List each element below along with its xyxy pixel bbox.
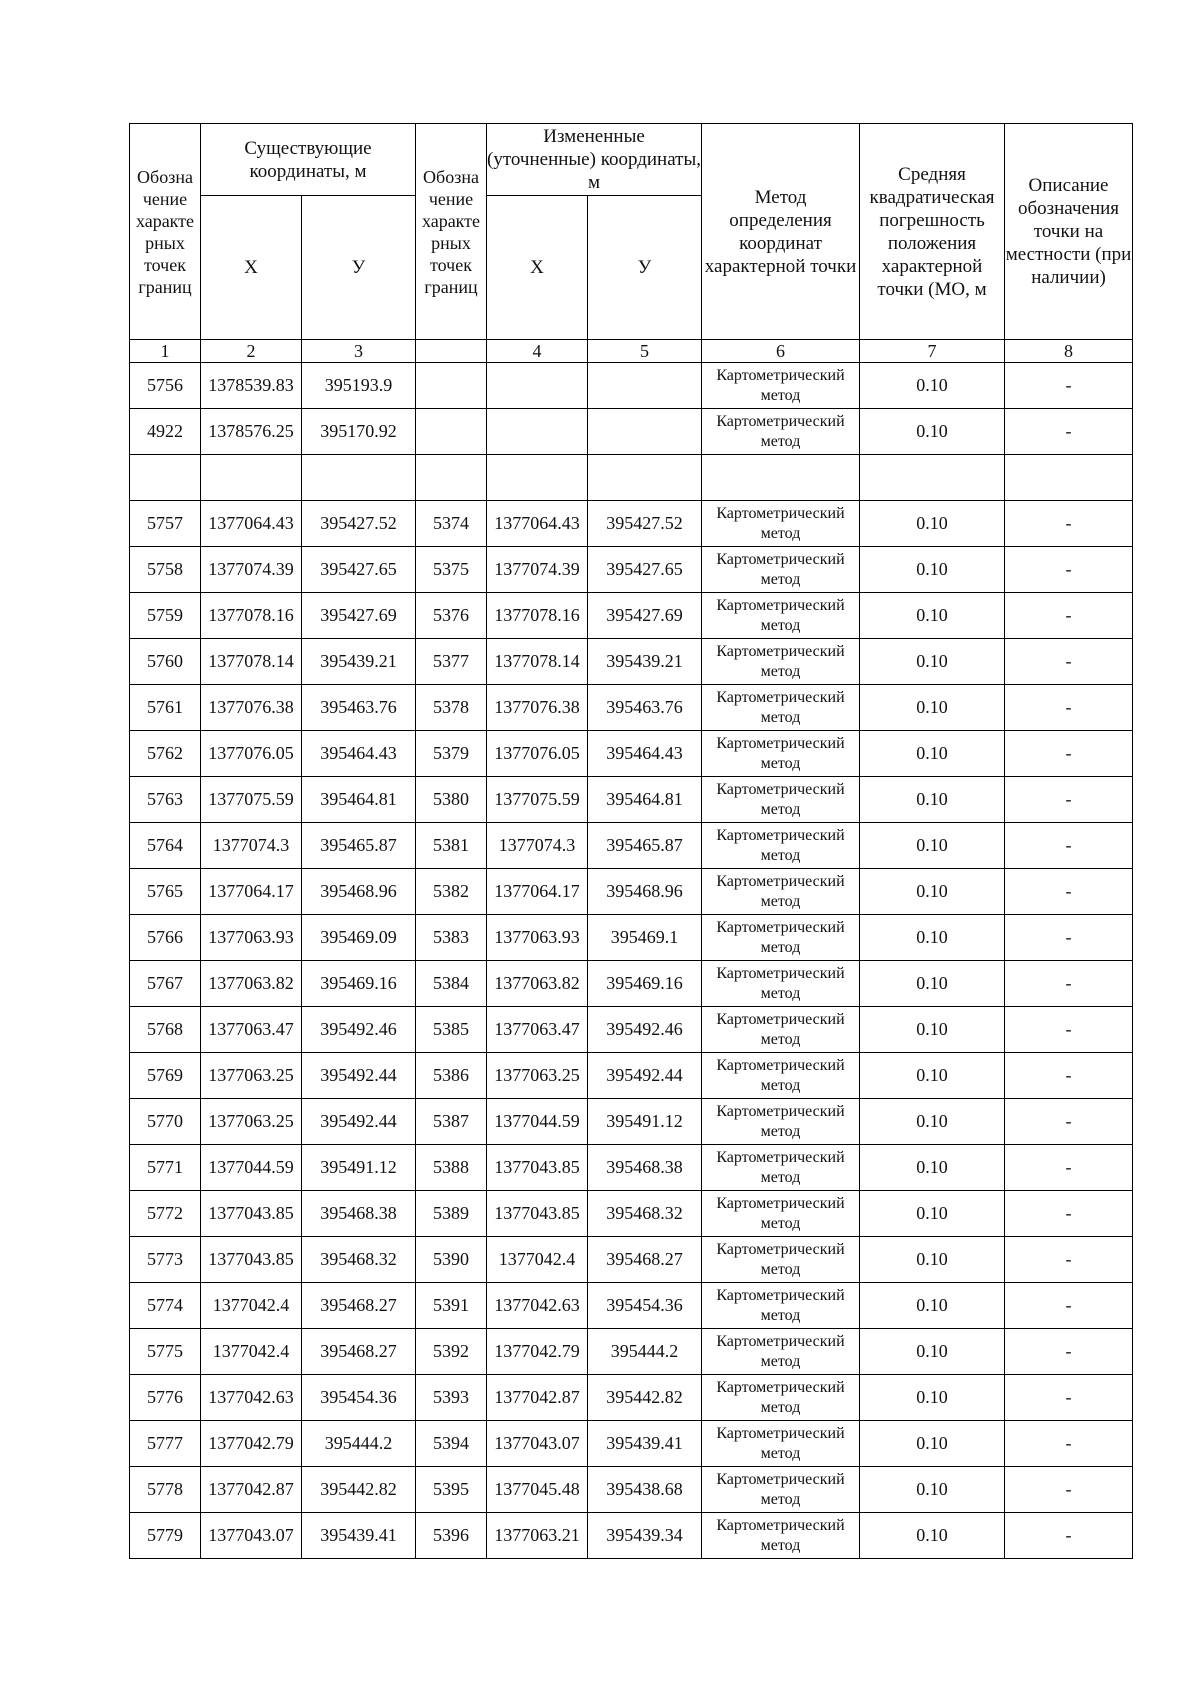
y-existing-cell: 395492.44 xyxy=(302,1053,416,1099)
x-changed-cell: 1377043.07 xyxy=(487,1421,588,1467)
table-row xyxy=(130,1237,1133,1283)
x-existing-cell: 1377063.25 xyxy=(201,1099,302,1145)
x-existing-cell: 1378539.83 xyxy=(201,363,302,409)
description-cell: - xyxy=(1005,869,1133,915)
method-cell: Картометрический метод xyxy=(702,1329,860,1375)
x-changed-cell: 1377042.63 xyxy=(487,1283,588,1329)
mean-error-cell: 0.10 xyxy=(860,501,1005,547)
method-cell: Картометрический метод xyxy=(702,547,860,593)
y-existing-cell: 395468.38 xyxy=(302,1191,416,1237)
mean-error-cell: 0.10 xyxy=(860,685,1005,731)
coordinates-table xyxy=(129,123,1133,1559)
y-changed-cell: 395468.38 xyxy=(588,1145,702,1191)
mean-error-cell: 0.10 xyxy=(860,1191,1005,1237)
mean-error-cell: 0.10 xyxy=(860,409,1005,455)
point-changed-cell: 5392 xyxy=(416,1329,487,1375)
point-changed-cell: 5386 xyxy=(416,1053,487,1099)
column-number: 5 xyxy=(588,340,702,363)
x-existing-cell: 1377076.05 xyxy=(201,731,302,777)
y-existing-cell: 395442.82 xyxy=(302,1467,416,1513)
point-existing-cell: 5771 xyxy=(130,1145,201,1191)
table-row xyxy=(130,1513,1133,1559)
y-existing-cell: 395439.21 xyxy=(302,639,416,685)
x-changed-cell: 1377045.48 xyxy=(487,1467,588,1513)
table-row xyxy=(130,1283,1133,1329)
method-cell: Картометрический метод xyxy=(702,1191,860,1237)
method-cell: Картометрический метод xyxy=(702,1237,860,1283)
point-existing-cell: 5768 xyxy=(130,1007,201,1053)
y-existing-cell: 395491.12 xyxy=(302,1145,416,1191)
column-number: 8 xyxy=(1005,340,1133,363)
column-number: 1 xyxy=(130,340,201,363)
y-existing-cell: 395492.46 xyxy=(302,1007,416,1053)
column-number: 6 xyxy=(702,340,860,363)
description-cell: - xyxy=(1005,823,1133,869)
x-changed-cell: 1377043.85 xyxy=(487,1191,588,1237)
point-changed-cell: 5381 xyxy=(416,823,487,869)
point-existing-cell: 5769 xyxy=(130,1053,201,1099)
method-cell: Картометрический метод xyxy=(702,869,860,915)
mean-error-cell: 0.10 xyxy=(860,639,1005,685)
description-cell: - xyxy=(1005,961,1133,1007)
point-existing-cell: 5776 xyxy=(130,1375,201,1421)
description-cell: - xyxy=(1005,501,1133,547)
y-changed-cell: 395464.81 xyxy=(588,777,702,823)
mean-error-cell: 0.10 xyxy=(860,1053,1005,1099)
column-number: 4 xyxy=(487,340,588,363)
x-changed-cell: 1377078.16 xyxy=(487,593,588,639)
description-cell: - xyxy=(1005,1237,1133,1283)
x-changed-cell xyxy=(487,455,588,501)
y-existing-cell: 395439.41 xyxy=(302,1513,416,1559)
point-changed-cell: 5377 xyxy=(416,639,487,685)
mean-error-cell: 0.10 xyxy=(860,731,1005,777)
mean-error-cell: 0.10 xyxy=(860,1007,1005,1053)
y-existing-cell xyxy=(302,455,416,501)
point-existing-cell: 5775 xyxy=(130,1329,201,1375)
point-existing-cell: 5779 xyxy=(130,1513,201,1559)
method-cell: Картометрический метод xyxy=(702,363,860,409)
x-changed-cell: 1377063.25 xyxy=(487,1053,588,1099)
y-existing-cell: 395469.16 xyxy=(302,961,416,1007)
y-changed-cell: 395454.36 xyxy=(588,1283,702,1329)
method-cell: Картометрический метод xyxy=(702,823,860,869)
y-existing-cell: 395464.81 xyxy=(302,777,416,823)
point-changed-cell: 5382 xyxy=(416,869,487,915)
header-changed-coordinates: Измененные (уточненные) координаты, м xyxy=(487,124,702,196)
column-numbers-row xyxy=(130,340,1133,363)
y-changed-cell xyxy=(588,363,702,409)
point-existing-cell: 5762 xyxy=(130,731,201,777)
x-existing-cell: 1377074.39 xyxy=(201,547,302,593)
mean-error-cell: 0.10 xyxy=(860,1421,1005,1467)
x-changed-cell: 1377063.47 xyxy=(487,1007,588,1053)
table-row xyxy=(130,915,1133,961)
x-changed-cell: 1377043.85 xyxy=(487,1145,588,1191)
mean-error-cell: 0.10 xyxy=(860,547,1005,593)
mean-error-cell: 0.10 xyxy=(860,777,1005,823)
y-changed-cell: 395438.68 xyxy=(588,1467,702,1513)
table-row xyxy=(130,1421,1133,1467)
point-changed-cell: 5374 xyxy=(416,501,487,547)
description-cell: - xyxy=(1005,409,1133,455)
x-existing-cell: 1378576.25 xyxy=(201,409,302,455)
y-changed-cell: 395468.96 xyxy=(588,869,702,915)
x-changed-cell: 1377042.4 xyxy=(487,1237,588,1283)
y-changed-cell: 395492.46 xyxy=(588,1007,702,1053)
method-cell: Картометрический метод xyxy=(702,915,860,961)
x-existing-cell: 1377078.16 xyxy=(201,593,302,639)
y-existing-cell: 395170.92 xyxy=(302,409,416,455)
x-existing-cell xyxy=(201,455,302,501)
point-existing-cell: 5765 xyxy=(130,869,201,915)
y-existing-cell: 395468.27 xyxy=(302,1329,416,1375)
description-cell: - xyxy=(1005,593,1133,639)
y-changed-cell: 395464.43 xyxy=(588,731,702,777)
x-existing-cell: 1377042.79 xyxy=(201,1421,302,1467)
y-existing-cell: 395468.32 xyxy=(302,1237,416,1283)
x-existing-cell: 1377076.38 xyxy=(201,685,302,731)
header-x-existing: Х xyxy=(201,196,302,340)
point-changed-cell: 5385 xyxy=(416,1007,487,1053)
x-existing-cell: 1377063.47 xyxy=(201,1007,302,1053)
point-existing-cell: 5772 xyxy=(130,1191,201,1237)
table-row xyxy=(130,869,1133,915)
description-cell: - xyxy=(1005,731,1133,777)
y-existing-cell: 395492.44 xyxy=(302,1099,416,1145)
y-changed-cell: 395439.34 xyxy=(588,1513,702,1559)
x-existing-cell: 1377042.4 xyxy=(201,1329,302,1375)
y-existing-cell: 395463.76 xyxy=(302,685,416,731)
header-designation-existing: Обозна чение характе рных точек границ xyxy=(130,124,201,340)
method-cell: Картометрический метод xyxy=(702,1145,860,1191)
x-existing-cell: 1377042.63 xyxy=(201,1375,302,1421)
mean-error-cell: 0.10 xyxy=(860,1513,1005,1559)
y-existing-cell: 395427.52 xyxy=(302,501,416,547)
table-row xyxy=(130,1375,1133,1421)
table-row xyxy=(130,363,1133,409)
point-existing-cell: 5758 xyxy=(130,547,201,593)
x-changed-cell: 1377078.14 xyxy=(487,639,588,685)
description-cell: - xyxy=(1005,1329,1133,1375)
y-changed-cell: 395439.21 xyxy=(588,639,702,685)
method-cell xyxy=(702,455,860,501)
point-changed-cell: 5391 xyxy=(416,1283,487,1329)
x-changed-cell: 1377063.82 xyxy=(487,961,588,1007)
y-existing-cell: 395464.43 xyxy=(302,731,416,777)
mean-error-cell: 0.10 xyxy=(860,1375,1005,1421)
point-existing-cell: 5774 xyxy=(130,1283,201,1329)
description-cell: - xyxy=(1005,1467,1133,1513)
method-cell: Картометрический метод xyxy=(702,593,860,639)
mean-error-cell: 0.10 xyxy=(860,1099,1005,1145)
mean-error-cell: 0.10 xyxy=(860,1237,1005,1283)
column-number xyxy=(416,340,487,363)
y-existing-cell: 395468.27 xyxy=(302,1283,416,1329)
description-cell: - xyxy=(1005,777,1133,823)
y-existing-cell: 395427.69 xyxy=(302,593,416,639)
header-y-existing: У xyxy=(302,196,416,340)
point-existing-cell: 5773 xyxy=(130,1237,201,1283)
mean-error-cell: 0.10 xyxy=(860,1329,1005,1375)
point-changed-cell: 5394 xyxy=(416,1421,487,1467)
y-changed-cell: 395442.82 xyxy=(588,1375,702,1421)
point-changed-cell: 5380 xyxy=(416,777,487,823)
table-row xyxy=(130,1329,1133,1375)
y-changed-cell: 395469.16 xyxy=(588,961,702,1007)
x-changed-cell: 1377076.05 xyxy=(487,731,588,777)
method-cell: Картометрический метод xyxy=(702,731,860,777)
x-changed-cell: 1377064.43 xyxy=(487,501,588,547)
method-cell: Картометрический метод xyxy=(702,639,860,685)
y-changed-cell: 395468.27 xyxy=(588,1237,702,1283)
point-existing-cell: 5759 xyxy=(130,593,201,639)
method-cell: Картометрический метод xyxy=(702,1513,860,1559)
header-x-changed: Х xyxy=(487,196,588,340)
x-existing-cell: 1377044.59 xyxy=(201,1145,302,1191)
description-cell: - xyxy=(1005,1191,1133,1237)
method-cell: Картометрический метод xyxy=(702,409,860,455)
point-changed-cell xyxy=(416,409,487,455)
point-changed-cell: 5378 xyxy=(416,685,487,731)
method-cell: Картометрический метод xyxy=(702,1467,860,1513)
y-changed-cell: 395444.2 xyxy=(588,1329,702,1375)
y-existing-cell: 395465.87 xyxy=(302,823,416,869)
y-changed-cell: 395468.32 xyxy=(588,1191,702,1237)
y-changed-cell xyxy=(588,409,702,455)
table-row xyxy=(130,1191,1133,1237)
description-cell: - xyxy=(1005,685,1133,731)
description-cell: - xyxy=(1005,1421,1133,1467)
point-existing-cell: 5761 xyxy=(130,685,201,731)
description-cell: - xyxy=(1005,1007,1133,1053)
table-row xyxy=(130,639,1133,685)
description-cell: - xyxy=(1005,547,1133,593)
x-changed-cell: 1377075.59 xyxy=(487,777,588,823)
mean-error-cell: 0.10 xyxy=(860,1467,1005,1513)
table-row xyxy=(130,777,1133,823)
x-changed-cell: 1377064.17 xyxy=(487,869,588,915)
mean-error-cell: 0.10 xyxy=(860,1145,1005,1191)
point-changed-cell xyxy=(416,363,487,409)
point-changed-cell: 5383 xyxy=(416,915,487,961)
point-changed-cell: 5388 xyxy=(416,1145,487,1191)
method-cell: Картометрический метод xyxy=(702,501,860,547)
x-changed-cell: 1377074.39 xyxy=(487,547,588,593)
description-cell: - xyxy=(1005,1099,1133,1145)
column-number: 3 xyxy=(302,340,416,363)
description-cell: - xyxy=(1005,915,1133,961)
point-existing-cell: 5764 xyxy=(130,823,201,869)
x-existing-cell: 1377043.85 xyxy=(201,1191,302,1237)
y-changed-cell: 395491.12 xyxy=(588,1099,702,1145)
y-changed-cell: 395427.65 xyxy=(588,547,702,593)
table-row xyxy=(130,1145,1133,1191)
y-existing-cell: 395469.09 xyxy=(302,915,416,961)
method-cell: Картометрический метод xyxy=(702,1421,860,1467)
header-y-changed: У xyxy=(588,196,702,340)
mean-error-cell: 0.10 xyxy=(860,869,1005,915)
x-existing-cell: 1377074.3 xyxy=(201,823,302,869)
x-changed-cell: 1377076.38 xyxy=(487,685,588,731)
point-existing-cell: 5777 xyxy=(130,1421,201,1467)
mean-error-cell: 0.10 xyxy=(860,593,1005,639)
method-cell: Картометрический метод xyxy=(702,961,860,1007)
point-existing-cell xyxy=(130,455,201,501)
method-cell: Картометрический метод xyxy=(702,1007,860,1053)
point-existing-cell: 5756 xyxy=(130,363,201,409)
point-existing-cell: 5760 xyxy=(130,639,201,685)
mean-error-cell xyxy=(860,455,1005,501)
x-changed-cell xyxy=(487,409,588,455)
x-changed-cell: 1377063.21 xyxy=(487,1513,588,1559)
x-changed-cell: 1377044.59 xyxy=(487,1099,588,1145)
mean-error-cell: 0.10 xyxy=(860,823,1005,869)
point-changed-cell: 5387 xyxy=(416,1099,487,1145)
description-cell: - xyxy=(1005,1375,1133,1421)
method-cell: Картометрический метод xyxy=(702,1099,860,1145)
point-changed-cell: 5390 xyxy=(416,1237,487,1283)
point-changed-cell: 5375 xyxy=(416,547,487,593)
point-changed-cell: 5389 xyxy=(416,1191,487,1237)
x-changed-cell: 1377042.79 xyxy=(487,1329,588,1375)
x-existing-cell: 1377064.17 xyxy=(201,869,302,915)
description-cell: - xyxy=(1005,1145,1133,1191)
x-changed-cell: 1377042.87 xyxy=(487,1375,588,1421)
x-existing-cell: 1377063.82 xyxy=(201,961,302,1007)
x-existing-cell: 1377042.4 xyxy=(201,1283,302,1329)
table-row xyxy=(130,685,1133,731)
x-existing-cell: 1377075.59 xyxy=(201,777,302,823)
table-row xyxy=(130,1099,1133,1145)
method-cell: Картометрический метод xyxy=(702,777,860,823)
y-changed-cell: 395465.87 xyxy=(588,823,702,869)
x-existing-cell: 1377064.43 xyxy=(201,501,302,547)
y-changed-cell: 395463.76 xyxy=(588,685,702,731)
y-existing-cell: 395427.65 xyxy=(302,547,416,593)
method-cell: Картометрический метод xyxy=(702,1283,860,1329)
point-existing-cell: 5766 xyxy=(130,915,201,961)
y-changed-cell: 395427.52 xyxy=(588,501,702,547)
y-changed-cell: 395439.41 xyxy=(588,1421,702,1467)
description-cell: - xyxy=(1005,1513,1133,1559)
y-existing-cell: 395468.96 xyxy=(302,869,416,915)
x-changed-cell xyxy=(487,363,588,409)
point-existing-cell: 5770 xyxy=(130,1099,201,1145)
table-row xyxy=(130,593,1133,639)
table-row xyxy=(130,961,1133,1007)
mean-error-cell: 0.10 xyxy=(860,363,1005,409)
table-row xyxy=(130,547,1133,593)
y-existing-cell: 395193.9 xyxy=(302,363,416,409)
x-existing-cell: 1377042.87 xyxy=(201,1467,302,1513)
point-changed-cell: 5396 xyxy=(416,1513,487,1559)
point-changed-cell: 5384 xyxy=(416,961,487,1007)
point-existing-cell: 5778 xyxy=(130,1467,201,1513)
y-existing-cell: 395454.36 xyxy=(302,1375,416,1421)
y-changed-cell xyxy=(588,455,702,501)
header-description: Описание обозначения точки на местности (при наличии) xyxy=(1005,124,1133,340)
y-changed-cell: 395492.44 xyxy=(588,1053,702,1099)
mean-error-cell: 0.10 xyxy=(860,1283,1005,1329)
table-row xyxy=(130,501,1133,547)
mean-error-cell: 0.10 xyxy=(860,961,1005,1007)
x-existing-cell: 1377043.85 xyxy=(201,1237,302,1283)
point-existing-cell: 5757 xyxy=(130,501,201,547)
description-cell: - xyxy=(1005,1053,1133,1099)
description-cell: - xyxy=(1005,639,1133,685)
table-row xyxy=(130,731,1133,777)
point-existing-cell: 5763 xyxy=(130,777,201,823)
column-number: 2 xyxy=(201,340,302,363)
method-cell: Картометрический метод xyxy=(702,1053,860,1099)
table-row xyxy=(130,1007,1133,1053)
y-existing-cell: 395444.2 xyxy=(302,1421,416,1467)
point-changed-cell: 5393 xyxy=(416,1375,487,1421)
description-cell: - xyxy=(1005,363,1133,409)
column-number: 7 xyxy=(860,340,1005,363)
table-row xyxy=(130,455,1133,501)
table-row xyxy=(130,1053,1133,1099)
point-changed-cell: 5379 xyxy=(416,731,487,777)
table-row xyxy=(130,1467,1133,1513)
table-row xyxy=(130,823,1133,869)
table-row xyxy=(130,409,1133,455)
y-changed-cell: 395427.69 xyxy=(588,593,702,639)
method-cell: Картометрический метод xyxy=(702,1375,860,1421)
x-changed-cell: 1377063.93 xyxy=(487,915,588,961)
x-existing-cell: 1377078.14 xyxy=(201,639,302,685)
point-changed-cell: 5395 xyxy=(416,1467,487,1513)
header-method: Метод определения координат характерной точки xyxy=(702,124,860,340)
x-existing-cell: 1377043.07 xyxy=(201,1513,302,1559)
header-designation-changed: Обозна чение характе рных точек границ xyxy=(416,124,487,340)
point-changed-cell xyxy=(416,455,487,501)
description-cell xyxy=(1005,455,1133,501)
description-cell: - xyxy=(1005,1283,1133,1329)
y-changed-cell: 395469.1 xyxy=(588,915,702,961)
point-changed-cell: 5376 xyxy=(416,593,487,639)
x-existing-cell: 1377063.93 xyxy=(201,915,302,961)
mean-error-cell: 0.10 xyxy=(860,915,1005,961)
header-existing-coordinates: Существующие координаты, м xyxy=(201,124,416,196)
method-cell: Картометрический метод xyxy=(702,685,860,731)
point-existing-cell: 4922 xyxy=(130,409,201,455)
x-changed-cell: 1377074.3 xyxy=(487,823,588,869)
header-mean-error: Средняя квадратическая погрешность положения характерной точки (МО, м xyxy=(860,124,1005,340)
point-existing-cell: 5767 xyxy=(130,961,201,1007)
x-existing-cell: 1377063.25 xyxy=(201,1053,302,1099)
